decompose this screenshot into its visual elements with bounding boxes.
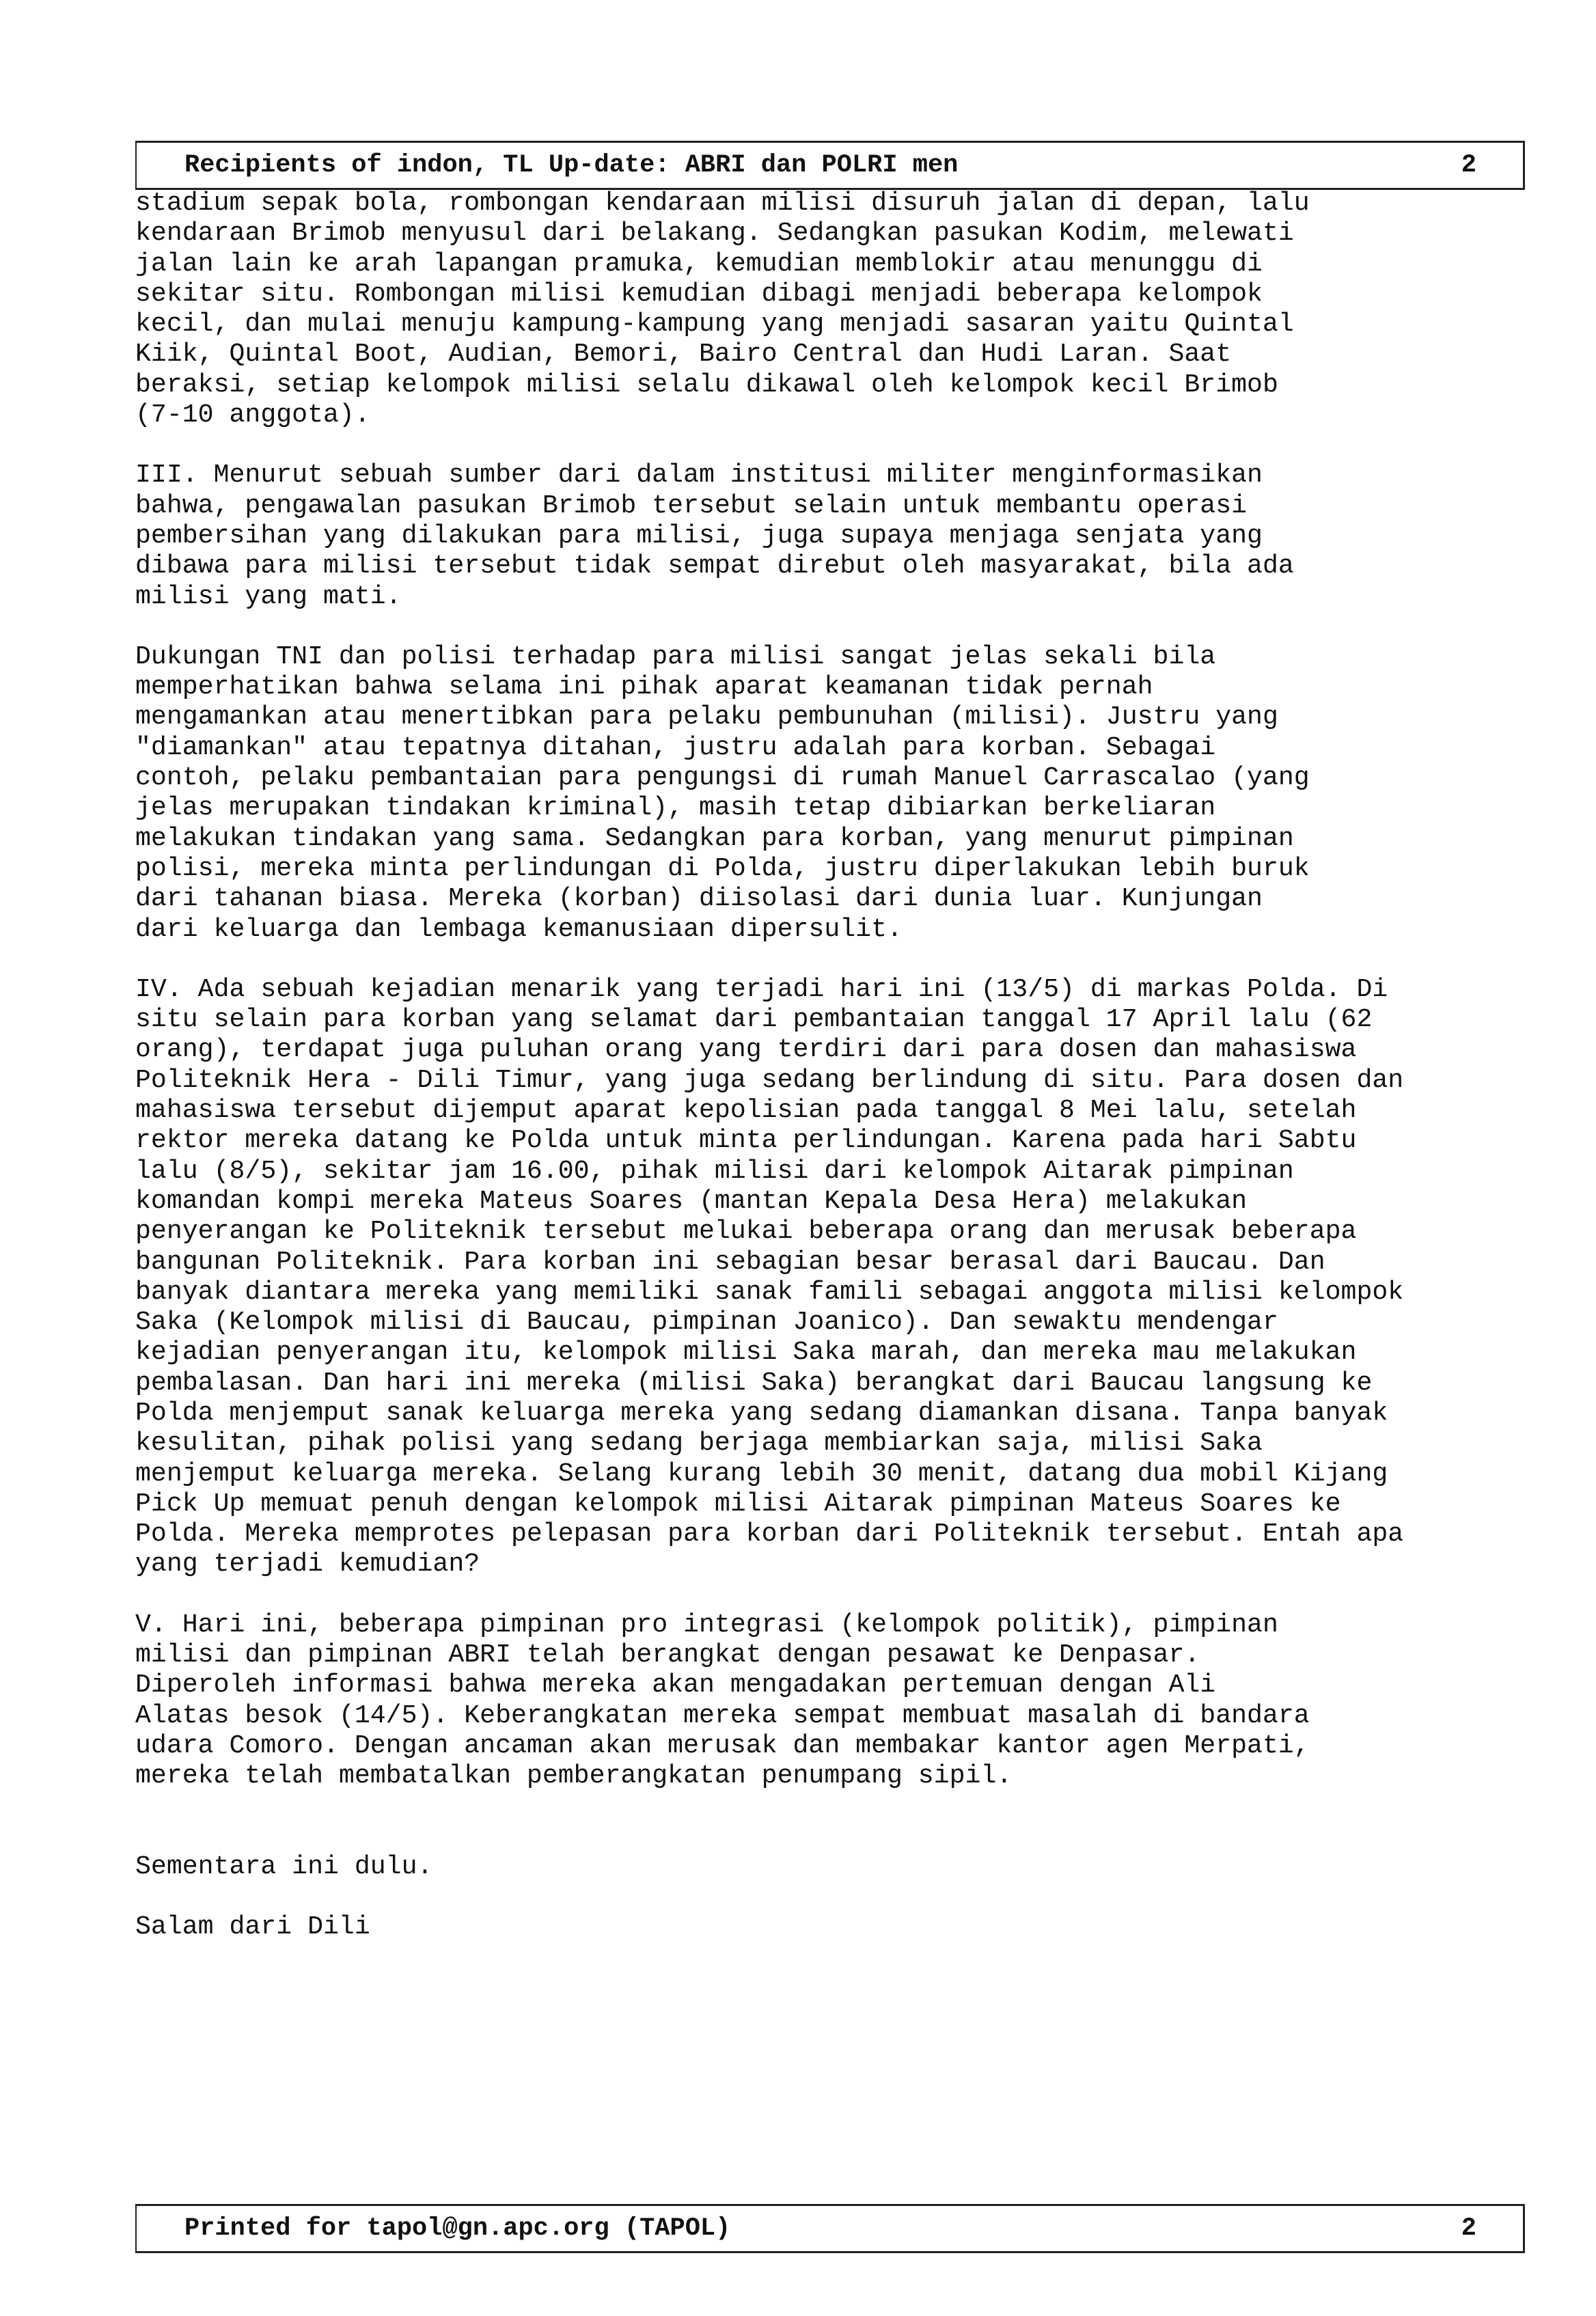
paragraph-section-iii: III. Menurut sebuah sumber dari dalam institusi militer menginformasikan bahwa, pengawalan pasukan Brimob tersebut selain untuk membantu operasi pembersihan yang dilakukan para milisi, juga supaya menjaga senjata yang dibawa para milisi tersebut tidak sempat direbut oleh masyarakat, bila ada milisi yang mati. (135, 460, 1294, 611)
header-title: Recipients of indon, TL Up-date: ABRI dan POLRI men (184, 151, 959, 180)
header-page-number: 2 (1461, 151, 1476, 180)
signoff-line: Salam dari Dili (135, 1912, 370, 1942)
document-body (135, 189, 1543, 1942)
page-header (135, 141, 1525, 190)
footer-page-number: 2 (1461, 2214, 1476, 2243)
paragraph-continuation: stadium sepak bola, rombongan kendaraan milisi disuruh jalan di depan, lalu kendaraan Brimob menyusul dari belakang. Sedangkan pasukan Kodim, melewati jalan lain ke arah lapangan pramuka, kemudian memblokir atau menunggu di sekitar situ. Rombongan milisi kemudian dibagi menjadi beberapa kelompok kecil, dan mulai menuju kampung-kampung yang menjadi sasaran yaitu Quintal Kiik, Quintal Boot, Audian, Bemori, Bairo Central dan Hudi Laran. Saat beraksi, setiap kelompok milisi selalu dikawal oleh kelompok kecil Brimob (7-10 anggota). (135, 189, 1310, 430)
paragraph-section-iv: IV. Ada sebuah kejadian menarik yang terjadi hari ini (13/5) di markas Polda. Di situ selain para korban yang selamat dari pembantaian tanggal 17 April lalu (62 orang), terdapat juga puluhan orang yang terdiri dari para dosen dan mahasiswa Politeknik Hera - Dili Timur, yang juga sedang berlindung di situ. Para dosen dan mahasiswa tersebut dijemput aparat kepolisian pada tanggal 8 Mei lalu, setelah rektor mereka datang ke Polda untuk minta perlindungan. Karena pada hari Sabtu lalu (8/5), sekitar jam 16.00, pihak milisi dari kelompok Aitarak pimpinan komandan kompi mereka Mateus Soares (mantan Kepala Desa Hera) melakukan penyerangan ke Politeknik tersebut melukai beberapa orang dan merusak beberapa bangunan Politeknik. Para korban ini sebagian besar berasal dari Baucau. Dan banyak diantara mereka yang memiliki sanak famili sebagai anggota milisi kelompok Saka (Kelompok milisi di Baucau, pimpinan Joanico). Dan sewaktu mendengar kejadian penyerangan itu, kelompok milisi Saka marah, dan mereka mau melakukan pembalasan. Dan hari ini mereka (milisi Saka) berangkat dari Baucau langsung ke Polda menjemput sanak keluarga mereka yang sedang diamankan disana. Tanpa banyak kesulitan, pihak polisi yang sedang berjaga membiarkan saja, milisi Saka menjemput keluarga mereka. Selang kurang lebih 30 menit, datang dua mobil Kijang Pick Up memuat penuh dengan kelompok milisi Aitarak pimpinan Mateus Soares ke Polda. Mereka memprotes pelepasan para korban dari Politeknik tersebut. Entah apa yang terjadi kemudian? (135, 974, 1404, 1580)
paragraph-section-v: V. Hari ini, beberapa pimpinan pro integrasi (kelompok politik), pimpinan milisi dan pimpinan ABRI telah berangkat dengan pesawat ke Denpasar. Diperoleh informasi bahwa mereka akan mengadakan pertemuan dengan Ali Alatas besok (14/5). Keberangkatan mereka sempat membuat masalah di bandara udara Comoro. Dengan ancaman akan merusak dan membakar kantor agen Merpati, mereka telah membatalkan pemberangkatan penumpang sipil. (135, 1610, 1310, 1791)
page-footer (135, 2204, 1525, 2253)
closing-line: Sementara ini dulu. (135, 1851, 433, 1881)
paragraph-support: Dukungan TNI dan polisi terhadap para milisi sangat jelas sekali bila memperhatikan bahwa selama ini pihak aparat keamanan tidak pernah mengamankan atau menertibkan para pelaku pembunuhan (milisi). Justru yang "diamankan" atau tepatnya ditahan, justru adalah para korban. Sebagai contoh, pelaku pembantaian para pengungsi di rumah Manuel Carrascalao (yang jelas merupakan tindakan kriminal), masih tetap dibiarkan berkeliaran melakukan tindakan yang sama. Sedangkan para korban, yang menurut pimpinan polisi, mereka minta perlindungan di Polda, justru diperlakukan lebih buruk dari tahanan biasa. Mereka (korban) diisolasi dari dunia luar. Kunjungan dari keluarga dan lembaga kemanusiaan dipersulit. (135, 642, 1310, 944)
footer-printed-for: Printed for tapol@gn.apc.org (TAPOL) (184, 2214, 731, 2243)
